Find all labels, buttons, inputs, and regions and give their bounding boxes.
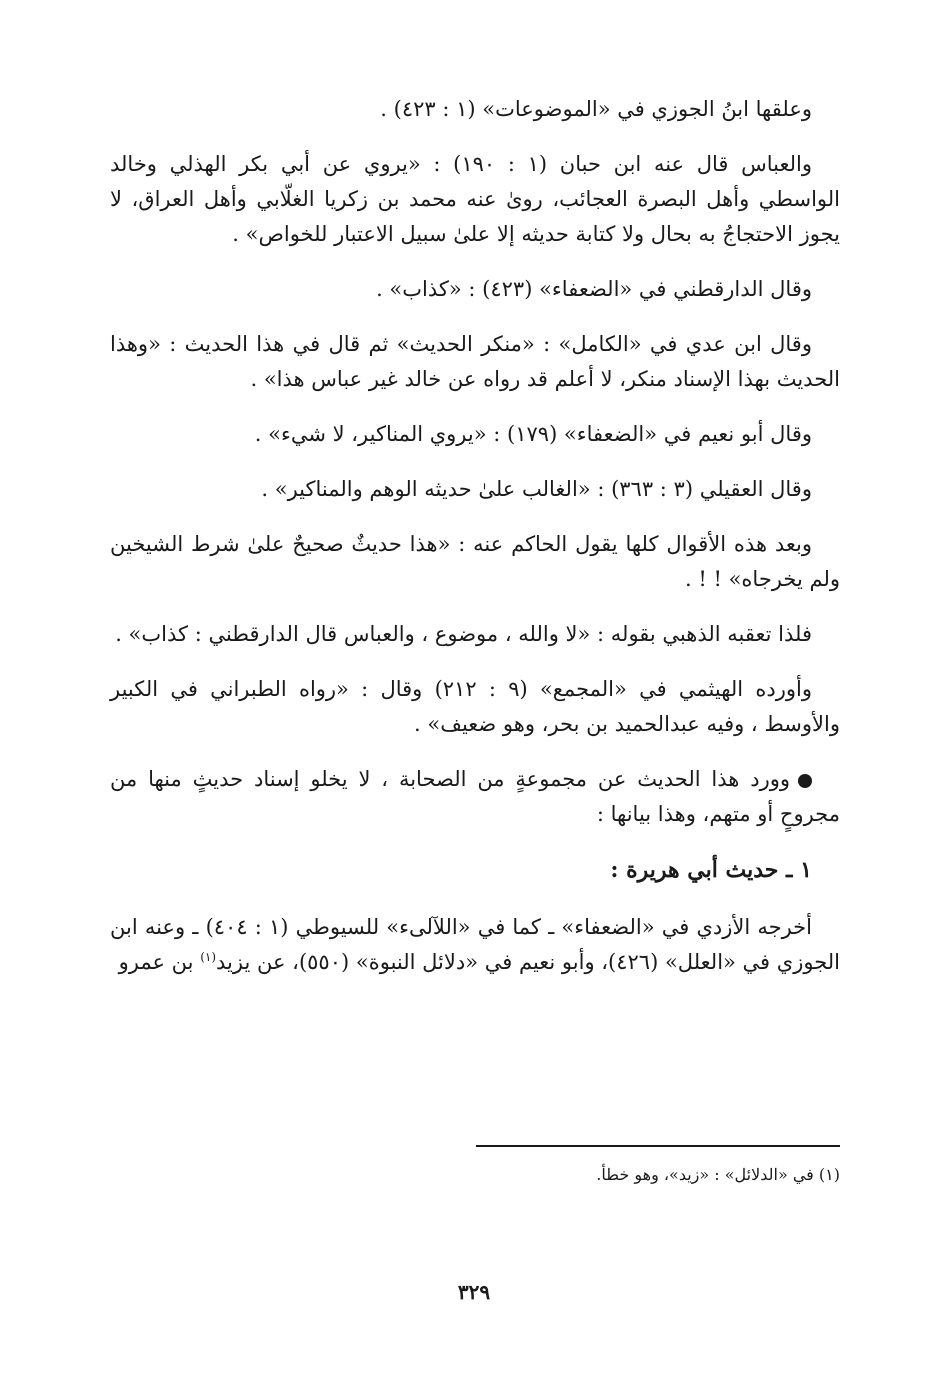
section-heading: ١ ـ حديث أبي هريرة : xyxy=(610,857,812,883)
paragraph-3: وقال الدارقطني في «الضعفاء» (٤٢٣) : «كذاب» . xyxy=(376,277,812,301)
last-paragraph-tail: بن عمرو xyxy=(118,950,201,974)
bullet-icon xyxy=(798,774,812,788)
last-paragraph xyxy=(110,910,840,980)
paragraph-1: وعلقها ابنُ الجوزي في «الموضوعات» (١ : ٤٢٣) . xyxy=(380,97,812,121)
paragraph-5: وقال أبو نعيم في «الضعفاء» (١٧٩) : «يروي المناكير، لا شيء» . xyxy=(254,422,812,446)
paragraph-4: وقال ابن عدي في «الكامل» : «منكر الحديث» ثم قال في هذا الحديث : «وهذا الحديث بهذا الإسناد منكر، لا أعلم قد رواه عن خالد غير عباس هذا» . xyxy=(110,332,840,391)
paragraph-9: وأورده الهيثمي في «المجمع» (٩ : ٢١٢) وقال : «رواه الطبراني في الكبير والأوسط ، وفيه عبدالحميد بن بحر، وهو ضعيف» . xyxy=(110,677,840,736)
footnote-divider xyxy=(476,1145,840,1147)
bullet-paragraph-text: وورد هذا الحديث عن مجموعةٍ من الصحابة ، لا يخلو إسناد حديثٍ منها من مجروحٍ أو متهم، وهذا بيانها : xyxy=(110,767,840,826)
page-body xyxy=(110,92,840,1000)
footnote-reference[interactable]: (١) xyxy=(200,950,217,964)
paragraph-8: فلذا تعقبه الذهبي بقوله : «لا والله ، موضوع ، والعباس قال الدارقطني : كذاب» . xyxy=(115,622,812,646)
bullet-paragraph xyxy=(110,762,840,832)
page-number: ٣٢٩ xyxy=(457,1280,491,1304)
paragraph-6: وقال العقيلي (٣ : ٣٦٣) : «الغالب علىٰ حديثه الوهم والمناكير» . xyxy=(261,477,812,501)
paragraph-7: وبعد هذه الأقوال كلها يقول الحاكم عنه : «هذا حديثٌ صحيحٌ علىٰ شرط الشيخين ولم يخرجاه» ! ! . xyxy=(110,532,840,591)
footnote: (١) في «الدلائل» : «زيد»، وهو خطأ. xyxy=(596,1165,840,1184)
last-paragraph-text: أخرجه الأزدي في «الضعفاء» ـ كما في «اللآلىء» للسيوطي (١ : ٤٠٤) ـ وعنه ابن الجوزي في «العلل» (٤٢٦)، وأبو نعيم في «دلائل النبوة» (٥٥٠)، عن يزيد xyxy=(110,915,840,974)
paragraph-2: والعباس قال عنه ابن حبان (١ : ١٩٠) : «يروي عن أبي بكر الهذلي وخالد الواسطي وأهل البصرة العجائب، روىٰ عنه محمد بن زكريا الغلّابي وأهل العراق، لا يجوز الاحتجاجُ به بحال ولا كتابة حديثه إلا علىٰ سبيل الاعتبار للخواص» . xyxy=(110,152,840,246)
